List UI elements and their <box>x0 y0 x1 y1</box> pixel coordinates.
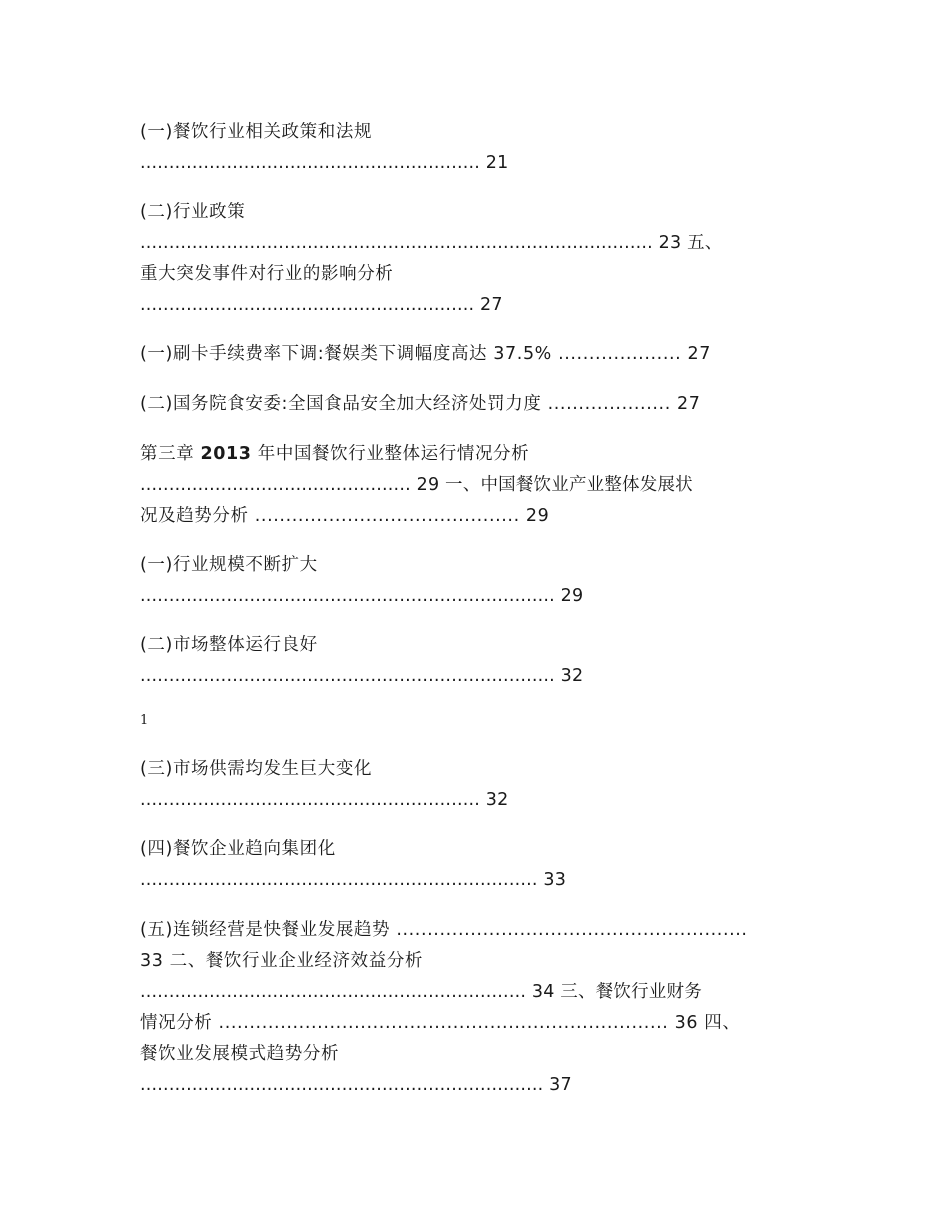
toc-leader-page-23[interactable]: ......................................................................................... 23 五、 <box>140 233 723 253</box>
toc-leader-page-32[interactable]: ........................................................................ 32 <box>140 666 584 686</box>
toc-leader-page-37[interactable]: ...................................................................... 37 <box>140 1075 572 1095</box>
toc-leader-page-27[interactable]: .......................................................... 27 <box>140 295 503 315</box>
toc-entry-supply-demand-change[interactable]: (三)市场供需均发生巨大变化 <box>140 759 373 779</box>
toc-entry-card-fee-reduction[interactable]: (一)刷卡手续费率下调:餐娱类下调幅度高达 37.5% .................... 27 <box>140 344 711 364</box>
toc-leader-page-29-section-1[interactable]: ............................................... 29 一、中国餐饮业产业整体发展状 <box>140 475 693 495</box>
toc-leader-page-29[interactable]: ........................................................................ 29 <box>140 586 584 606</box>
toc-entry-financial-analysis[interactable]: 情况分析 ......................................................................... 36 四、 <box>140 1013 741 1033</box>
chapter-year: 2013 <box>200 444 252 464</box>
toc-entry-market-operation[interactable]: (二)市场整体运行良好 <box>140 635 318 655</box>
chapter-label: 第三章 <box>140 444 201 464</box>
toc-entry-policies-regulations[interactable]: (一)餐饮行业相关政策和法规 <box>140 122 373 142</box>
page-number: 1 <box>140 713 149 728</box>
toc-entry-chain-operation[interactable]: (五)连锁经营是快餐业发展趋势 ......................................................... <box>140 920 748 940</box>
toc-entry-economic-benefit[interactable]: 33 二、餐饮行业企业经济效益分析 <box>140 951 424 971</box>
toc-entry-industry-policy[interactable]: (二)行业政策 <box>140 202 246 222</box>
toc-entry-food-safety-penalty[interactable]: (二)国务院食安委:全国食品安全加大经济处罚力度 .................... 27 <box>140 394 701 414</box>
toc-entry-scale-expansion[interactable]: (一)行业规模不断扩大 <box>140 555 318 575</box>
toc-leader-page-34-section-3[interactable]: ................................................................... 34 三、餐饮行业财务 <box>140 982 702 1002</box>
toc-entry-development-model[interactable]: 餐饮业发展模式趋势分析 <box>140 1044 340 1064</box>
toc-entry-conglomeration[interactable]: (四)餐饮企业趋向集团化 <box>140 839 336 859</box>
toc-entry-chapter-3[interactable] <box>140 442 529 466</box>
toc-leader-page-32-b[interactable]: ........................................................... 32 <box>140 790 509 810</box>
toc-leader-page-21[interactable]: ........................................................... 21 <box>140 153 509 173</box>
chapter-title: 年中国餐饮行业整体运行情况分析 <box>251 444 530 464</box>
toc-entry-emergency-impact[interactable]: 重大突发事件对行业的影响分析 <box>140 264 394 284</box>
toc-leader-page-33[interactable]: ..................................................................... 33 <box>140 870 567 890</box>
toc-entry-development-trend[interactable]: 况及趋势分析 ........................................... 29 <box>140 506 550 526</box>
